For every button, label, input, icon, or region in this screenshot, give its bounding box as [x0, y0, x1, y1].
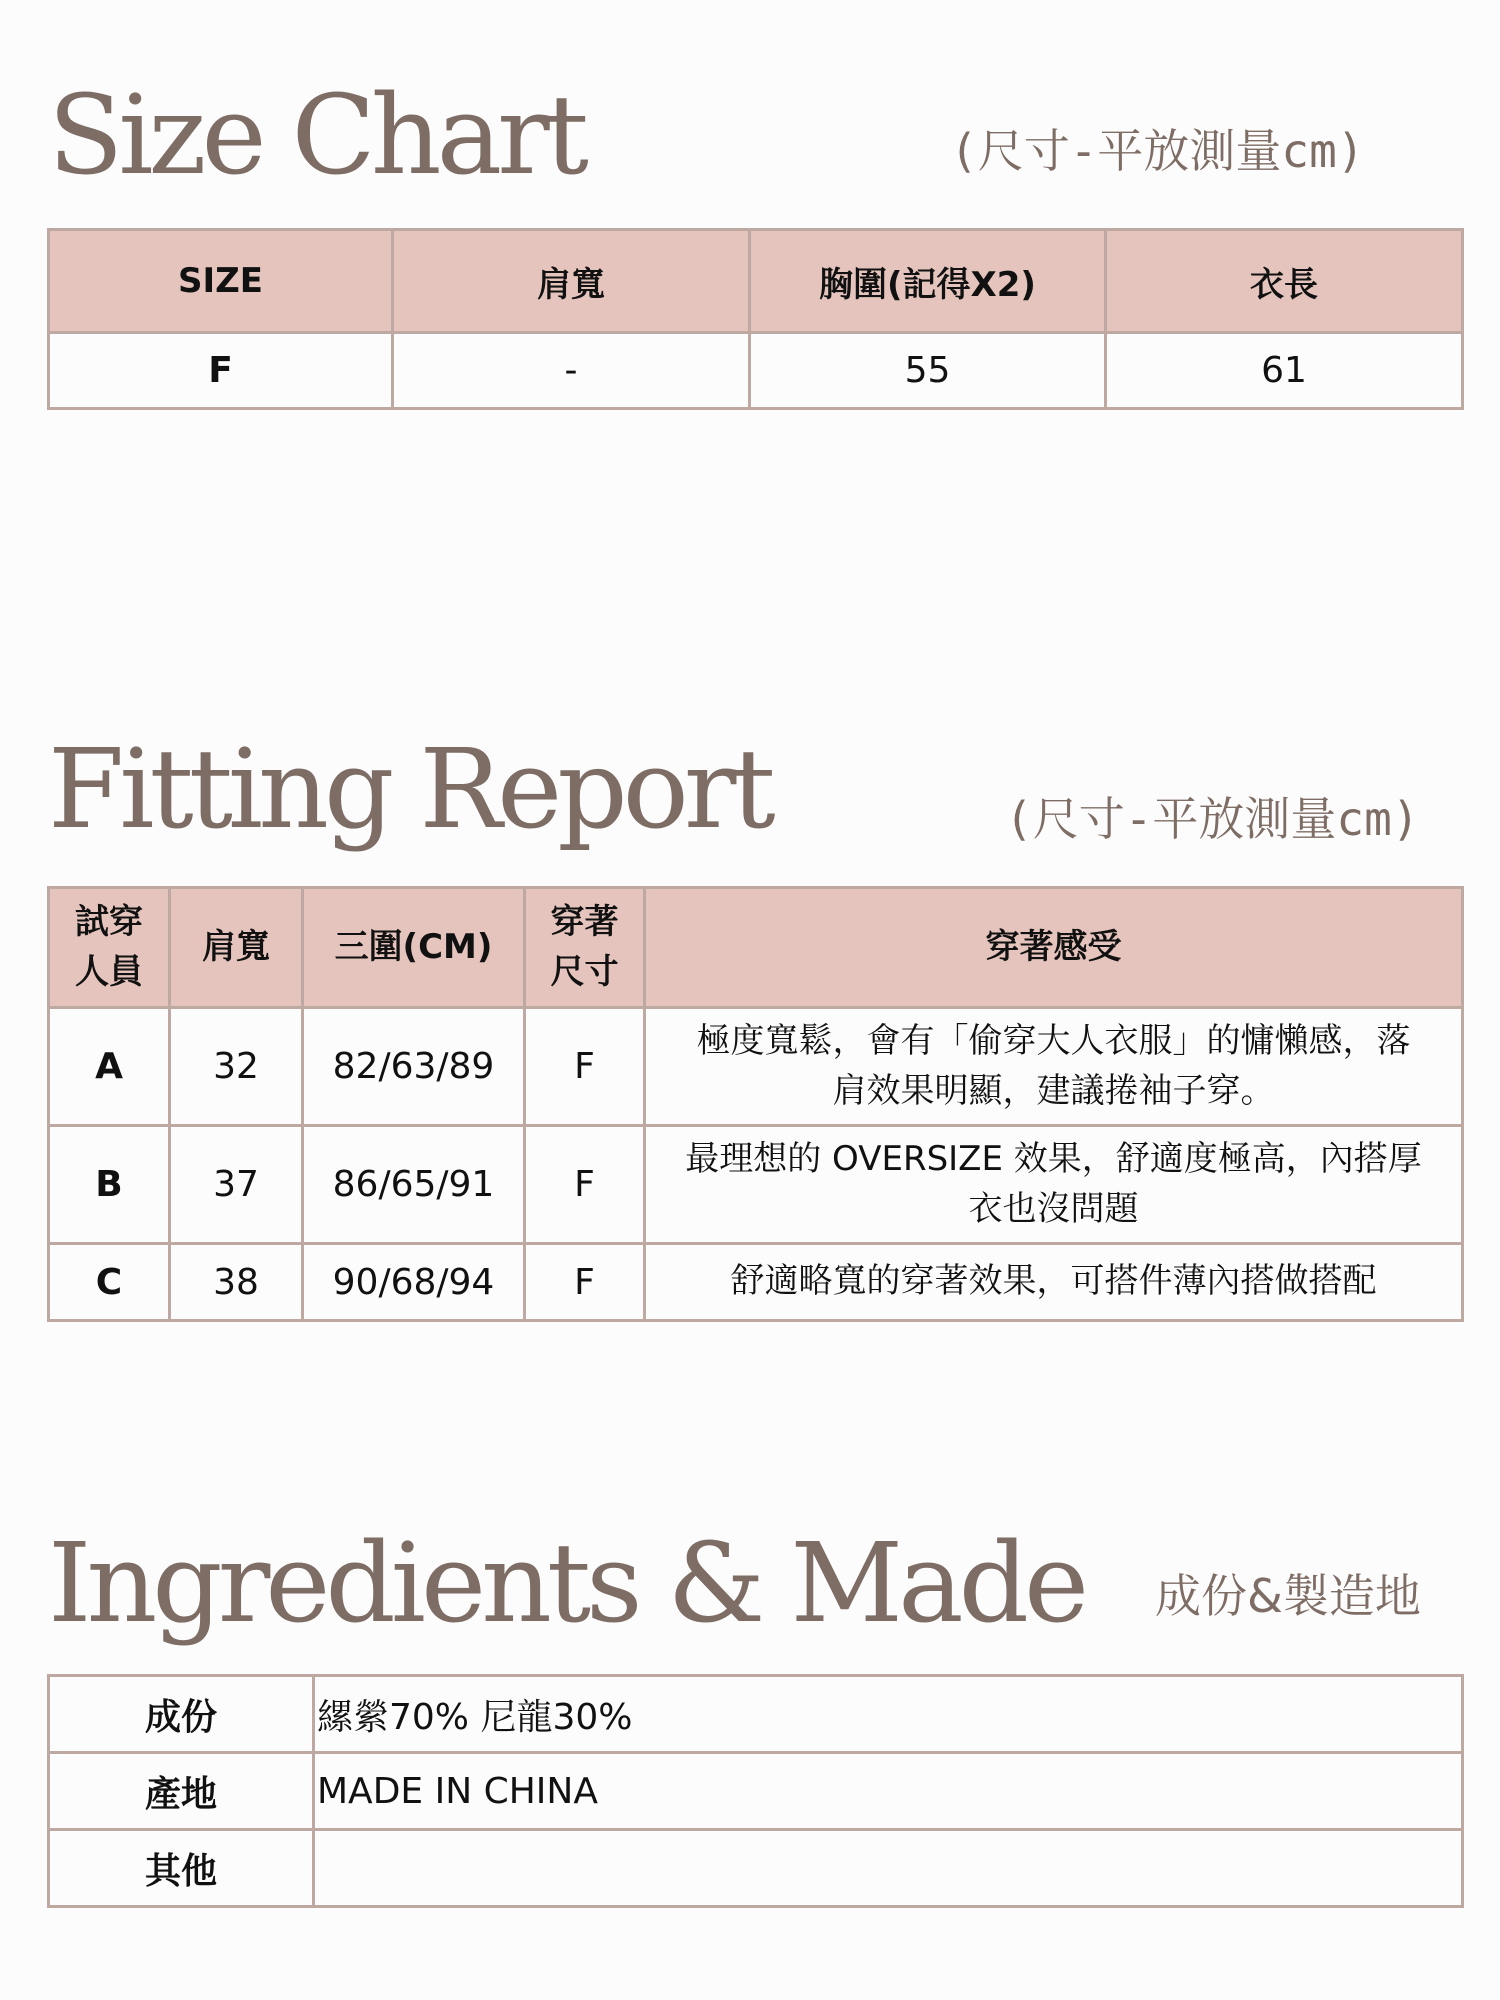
table-row	[49, 1008, 1463, 1126]
tester-cell: C	[49, 1244, 170, 1321]
worn-size-cell: F	[525, 1126, 645, 1244]
fitting-report-note: (尺寸-平放測量cm)	[1005, 792, 1420, 846]
shoulder-column-header: 肩寬	[170, 888, 303, 1008]
size-chart-header-row	[49, 230, 1463, 333]
ingredients-title: Ingredients & Made	[48, 1519, 1085, 1647]
shoulder-cell: 38	[170, 1244, 303, 1321]
measurements-cell: 90/68/94	[303, 1244, 525, 1321]
feeling-column-header: 穿著感受	[645, 888, 1463, 1008]
size-column-header: SIZE	[49, 230, 393, 333]
ingredients-note: 成份&製造地	[1155, 1569, 1421, 1623]
fitting-report-title: Fitting Report	[48, 725, 771, 853]
worn-size-cell: F	[525, 1244, 645, 1321]
measurements-cell: 82/63/89	[303, 1008, 525, 1126]
length-column-header: 衣長	[1106, 230, 1463, 333]
worn-size-cell: F	[525, 1008, 645, 1126]
other-label: 其他	[49, 1830, 314, 1907]
feeling-cell: 舒適略寬的穿著效果，可搭件薄內搭做搭配	[645, 1244, 1463, 1321]
table-row	[49, 333, 1463, 409]
shoulder-cell: 37	[170, 1126, 303, 1244]
tester-cell: A	[49, 1008, 170, 1126]
material-value: 縲縈70% 尼龍30%	[314, 1676, 1463, 1753]
origin-value: MADE IN CHINA	[314, 1753, 1463, 1830]
fitting-report-header-row	[49, 888, 1463, 1008]
chest-cell: 55	[750, 333, 1106, 409]
tester-cell: B	[49, 1126, 170, 1244]
size-chart-title: Size Chart	[48, 71, 584, 199]
chest-column-header: 胸圍(記得X2)	[750, 230, 1106, 333]
origin-label: 產地	[49, 1753, 314, 1830]
tester-column-header: 試穿 人員	[49, 888, 170, 1008]
material-label: 成份	[49, 1676, 314, 1753]
length-cell: 61	[1106, 333, 1463, 409]
size-chart-note: (尺寸-平放測量cm)	[950, 124, 1365, 178]
size-chart-table	[47, 228, 1464, 410]
shoulder-column-header: 肩寬	[393, 230, 750, 333]
shoulder-cell: 32	[170, 1008, 303, 1126]
measurements-column-header: 三圍(CM)	[303, 888, 525, 1008]
feeling-cell: 最理想的 OVERSIZE 效果，舒適度極高，內搭厚 衣也沒問題	[645, 1126, 1463, 1244]
ingredients-table	[47, 1674, 1464, 1908]
measurements-cell: 86/65/91	[303, 1126, 525, 1244]
table-row	[49, 1244, 1463, 1321]
table-row	[49, 1676, 1463, 1753]
table-row	[49, 1126, 1463, 1244]
size-cell: F	[49, 333, 393, 409]
fitting-report-table	[47, 886, 1464, 1322]
feeling-cell: 極度寬鬆，會有「偷穿大人衣服」的慵懶感，落 肩效果明顯，建議捲袖子穿。	[645, 1008, 1463, 1126]
table-row	[49, 1830, 1463, 1907]
other-value	[314, 1830, 1463, 1907]
table-row	[49, 1753, 1463, 1830]
shoulder-cell: -	[393, 333, 750, 409]
worn-size-column-header: 穿著 尺寸	[525, 888, 645, 1008]
